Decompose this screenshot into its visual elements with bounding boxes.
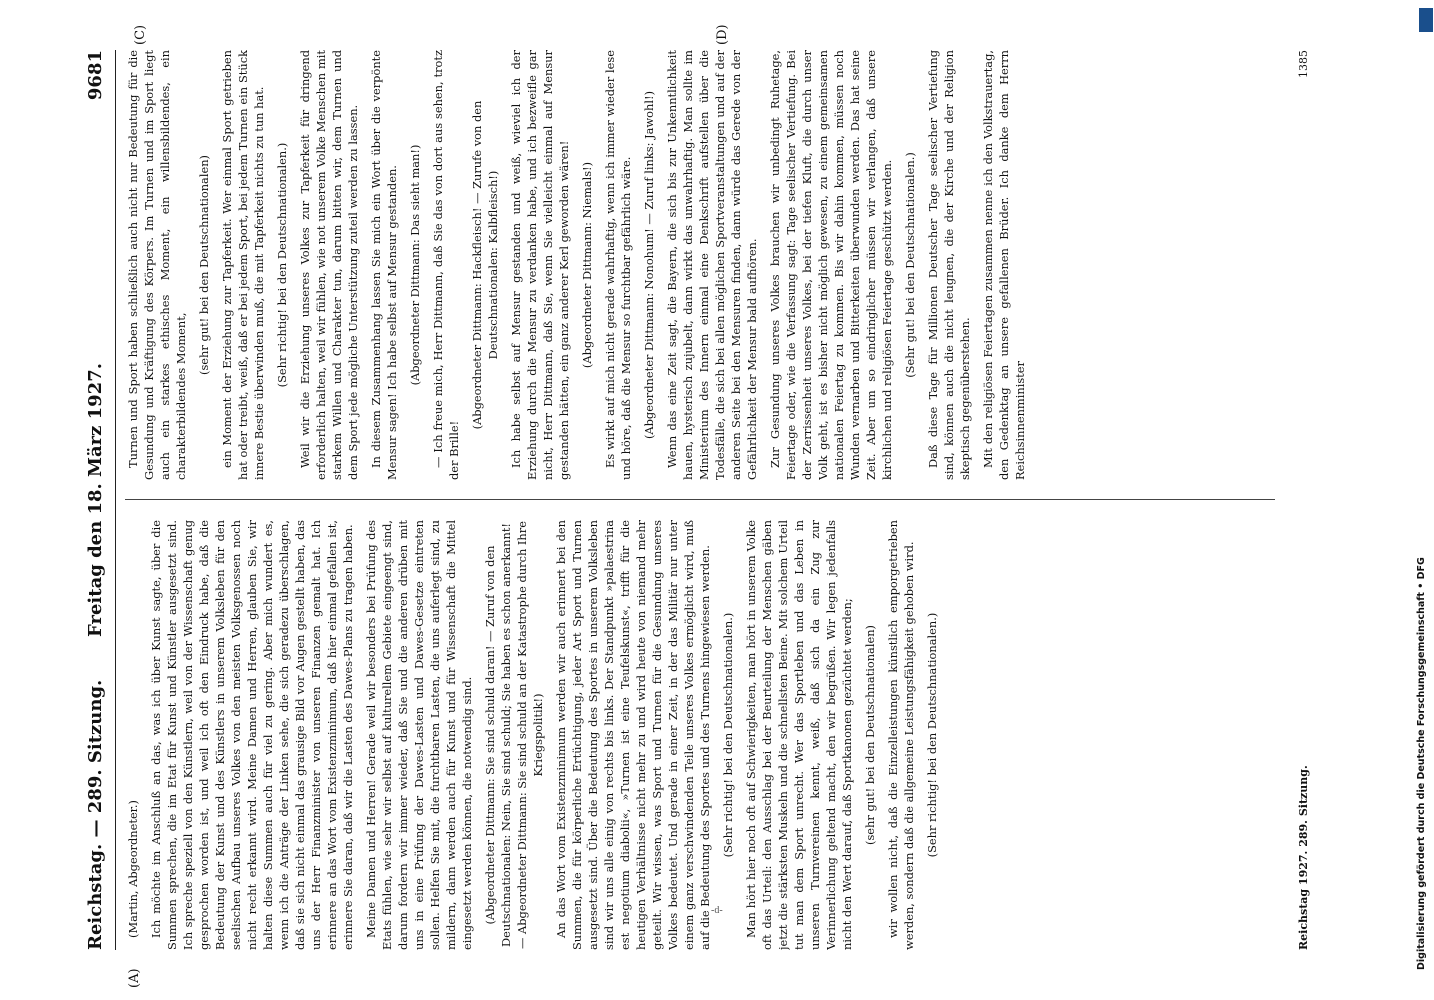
header-session: Reichstag. — 289. Sitzung. [85, 679, 106, 950]
paragraph: Turnen und Sport haben schließlich auch nicht nur Bedeutung für die Gesundung und Kräftigung des Körpers. Im Turnen und im Sport liegt auch ein starkes ethisches Moment, ein willensbildendes, ein charakterbildendes Moment, [126, 50, 188, 480]
paragraph: Zur Gesundung unseres Volkes brauchen wir unbedingt Ruhetage, Feiertage oder, wie die Verfassung sagt: Tage seelischer Vertiefung. Bei der Zerrissenheit unseres Volkes, bei der tiefen Kluft, die durch unser Volk geht, ist es bisher nicht möglich gewesen, zu einem gemeinsamen nationalen Feiertag zu kommen. Bis wir dahin kommen, müssen noch Wunden vernarben und Bitterkeiten überwunden werden. Das hat seine Zeit. Aber um so eindringlicher müssen wir verlangen, daß unsere kirchlichen und religiösen Feiertage geschützt werden. [768, 50, 894, 480]
interjection: (Abgeordneter Dittmann: Niemals!) [580, 161, 594, 369]
digitization-watermark: Digitalisierung gefördert durch die Deutsche Forschungsgemeinschaft • DFG [1416, 557, 1427, 970]
text-column-left [125, 520, 1295, 950]
margin-marker-c: (C) [133, 24, 148, 45]
paragraph: Ich habe selbst auf Mensur gestanden und weiß, wieviel ich der Erziehung durch die Mensur zu verdanken habe, und ich bezweifle gar nicht, Herr Dittmann, daß Sie, wenn Sie vielleicht einmal auf Mensur gestanden hätten, ein ganz anderer Kerl geworden wären! [509, 50, 571, 480]
interjection: (Abgeordneter Dittmann: Sie sind schuld daran! — Zuruf von den Deutschnationalen: Nein, Sie sind schuld; Sie haben es schon anerkannt! — Abgeordneter Dittmann: Sie sind schuld an der Katastrophe durch Ihre Kriegspolitik!) [483, 521, 545, 949]
interjection: (Sehr gut! bei den Deutschnationalen.) [903, 152, 917, 378]
paragraph: wir wollen nicht, daß die Einzelleistungen künstlich emporgetrieben werden, sondern daß die allgemeine Leistungsfähigkeit gehoben wird. [886, 520, 916, 950]
column-divider [125, 499, 1275, 500]
interjection: (sehr gut! bei den Deutschnationalen) [863, 625, 877, 845]
rotated-document-page [75, 24, 1335, 988]
paragraph: (Martin, Abgeordneter.) [126, 800, 140, 938]
interjection: (Abgeordneter Dittmann: Nonohum! — Zuruf links: Jawohl!) [642, 90, 656, 440]
paragraph: Es wirkt auf mich nicht gerade wahrhaftig, wenn ich immer wieder lese und höre, daß die Mensur so furchtbar gefährlich wäre. [603, 50, 633, 480]
header-page-number: 9681 [85, 50, 106, 101]
footer-sheet-number: 1385 [1297, 50, 1310, 78]
paragraph: Wenn das eine Zeit sagt, die Bayern, die sich bis zur Unkenntlichkeit hauen, hysterisch zujubelt, dann wirkt das unwahrhaftig. Man sollte im Ministerium des Innern einmal eine Denkschrift aufstellen über die Todesfälle, die sich bei allen möglichen Sportveranstaltungen und auf der anderen Seite bei den Mensuren finden, dann würde das Gerede von der Gefährlichkeit der Mensur bald aufhören. [665, 50, 759, 480]
paragraph: — Ich freue mich, Herr Dittmann, daß Sie das von dort aus sehen, trotz der Brille! [431, 50, 461, 480]
paragraph: Meine Damen und Herren! Gerade weil wir besonders bei Prüfung des Etats fühlen, wie sehr wir selbst auf kulturellem Gebiete eingeengt sind, darum fordern wir immer wieder, daß Sie und die anderen drüben mit uns in eine Prüfung der Dawes-Lasten und Dawes-Gesetze eintreten sollen. Helfen Sie mit, die furchtbaren Lasten, die uns auferlegt sind, zu mildern, dann werden auch für Kunst und für Wissenschaft die Mittel eingesetzt werden können, die notwendig sind. [364, 520, 474, 950]
paragraph: Mit den religiösen Feiertagen zusammen nenne ich den Volkstrauertag, den Gedenktag an unsere gefallenen Brüder. Ich danke dem Herrn Reichsinnenminister [981, 50, 1027, 480]
interjection: (Abgeordneter Dittmann: Hackfleisch! — Zurufe von den Deutschnationalen: Kalbfleisch!) [470, 100, 500, 430]
interjection: (Sehr richtig! bei den Deutschnationalen.) [925, 612, 939, 858]
paragraph: Weil wir die Erziehung unseres Volkes zur Tapferkeit für dringend erforderlich halten, weil wir fühlen, wie not unserem Volke Menschen mit starkem Willen und Charakter tun, darum bitten wir, dem Turnen und dem Sport jede mögliche Unterstützung zuteil werden zu lassen. [298, 50, 360, 480]
interjection: (Sehr richtig! bei den Deutschnationalen.) [721, 612, 735, 858]
paragraph: In diesem Zusammenhang lassen Sie mich ein Wort über die verpönte Mensur sagen! Ich habe selbst auf Mensur gestanden. [369, 50, 399, 480]
margin-marker-d: (D) [715, 24, 730, 45]
paragraph: Man hört hier noch oft auf Schwierigkeiten, man hört in unserem Volke oft das Urteil: den Ausschlag bei der Beurteilung der Menschen gäben jetzt die stärksten Muskeln und die schnellsten Beine. Mit solchem Urteil tut man dem Sport unrecht. Wer das Sportleben und das Leben in unseren Turnvereinen kennt, weiß, daß sich da ein Zug zur Verinnerlichung geltend macht, den wir begrüßen. Wir legen jedenfalls nicht den Wert darauf, daß Sportkanonen gezüchtet werden; [744, 520, 854, 950]
page-header [75, 50, 116, 950]
text-column-right [125, 50, 1295, 480]
paragraph: Ich möchte im Anschluß an das, was ich über Kunst sagte, über die Summen sprechen, die im Etat für Kunst und Künstler ausgesetzt sind. Ich spreche speziell von den Künstlern, weil von der Wissenschaft genug gesprochen worden ist, und weil ich oft den Eindruck habe, daß die Bedeutung der Kunst und des Künstlers in unserem Volksleben für den seelischen Aufbau unseres Volkes von den meisten Volksgenossen noch nicht recht erkannt wird. Meine Damen und Herren, glauben Sie, wir halten diese Summen auch für viel zu gering. Aber mich wundert es, wenn ich die Anträge der Linken sehe, die sich geradezu überschlagen, daß sie sich nicht einmal das grausige Bild vor Augen gestellt haben, das uns der Herr Finanzminister von unseren Finanzen gemalt hat. Ich erinnere an das Wort vom Existenzminimum, daß hier einmal gefallen ist, erinnere Sie daran, daß wir die Lasten des Dawes-Plans zu tragen haben. [149, 520, 355, 950]
paragraph: Daß diese Tage für Millionen Deutscher Tage seelischer Vertiefung sind, können auch die nicht leugnen, die der Kirche und der Religion skeptisch gegenüberstehen. [926, 50, 972, 480]
margin-marker-a: (A) [127, 968, 142, 988]
interjection: (Sehr richtig! bei den Deutschnationalen.) [275, 142, 289, 388]
binding-edge-mark: -d- [711, 905, 723, 916]
paragraph: An das Wort vom Existenzminimum werden wir auch erinnert bei den Summen, die für körperliche Ertüchtigung, jeder Art Sport und Turnen ausgesetzt sind. Über die Bedeutung des Sportes in unserem Volksleben sind wir uns alle einig von rechts bis links. Der Standpunkt »palaestrina est negotium diabolii«, »Turnen ist eine Teufelskunst«, trifft für die heutigen Verhältnisse nicht mehr zu und wird heute von niemand mehr geteilt. Wir wissen, was Sport und Turnen für die Gesundung unseres Volkes bedeutet. Und gerade in einer Zeit, in der das Militär nur unter einem ganz verschwindenden Teile unseres Volkes ermöglicht wird, muß auf die Bedeutung des Sportes und des Turnens hingewiesen werden. [554, 520, 712, 950]
header-date: Freitag den 18. März 1927. [85, 363, 106, 637]
dfg-logo-icon [1419, 8, 1433, 32]
footer-signature: Reichstag 1927. 289. Sitzung. [1297, 765, 1310, 950]
paragraph: ein Moment der Erziehung zur Tapferkeit. Wer einmal Sport getrieben hat oder treibt, weiß, daß er bei jedem Sport, bei jedem Turnen ein Stück innere Bestie überwinden muß, die mit Tapferkeit nichts zu tun hat. [220, 50, 266, 480]
interjection: (sehr gut! bei den Deutschnationalen) [197, 155, 211, 375]
interjection: (Abgeordneter Dittmann: Das sieht man!) [408, 144, 422, 386]
